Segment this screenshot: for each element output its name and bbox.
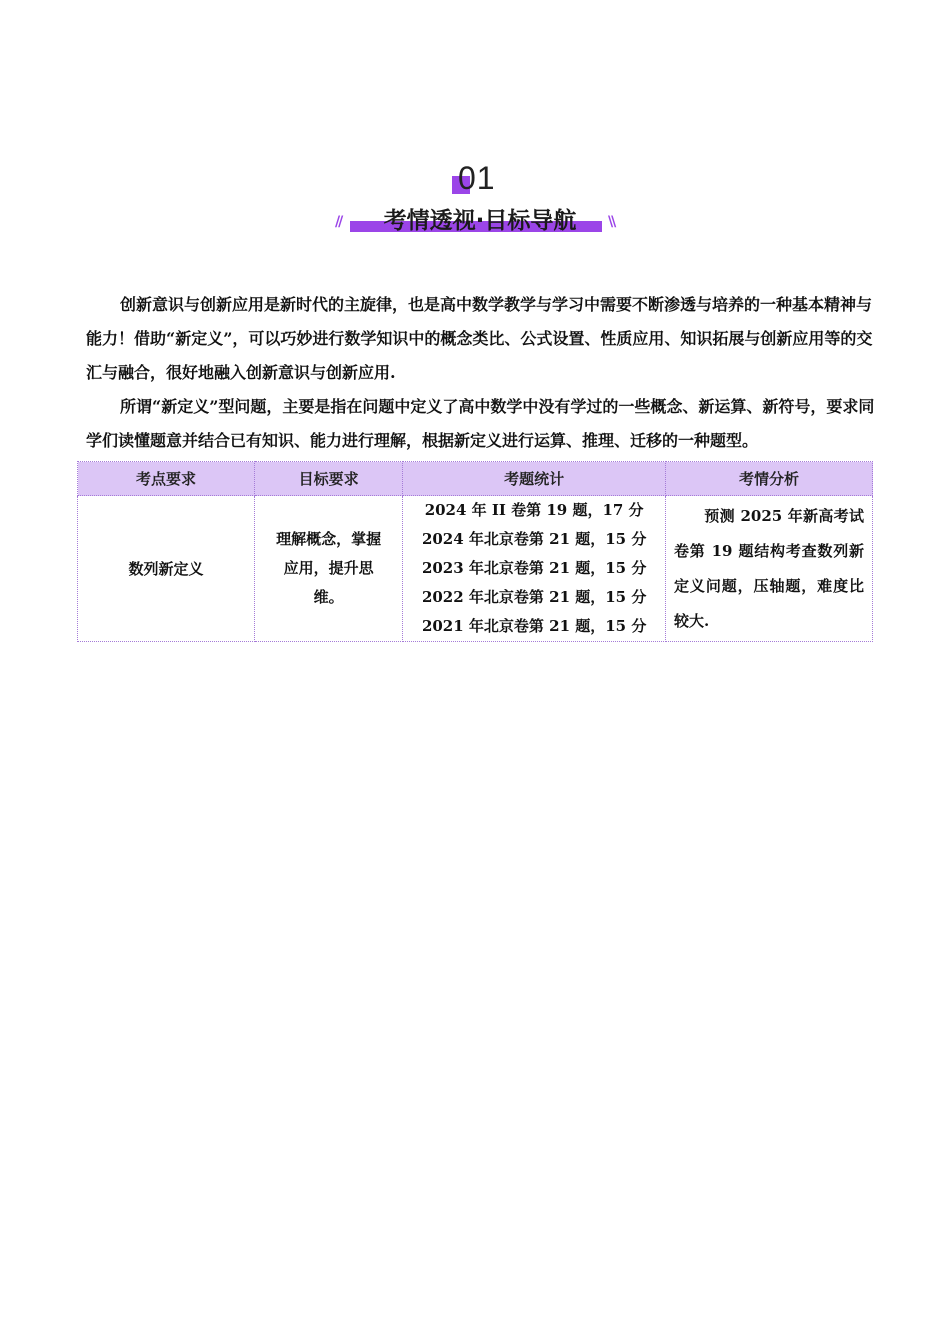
- analysis-text: 预测 2025 年新高考试卷第 19 题结构考查数列新定义问题，压轴题，难度比较大.: [674, 506, 864, 630]
- intro-paragraph-2: [86, 390, 876, 458]
- table-row: [78, 496, 873, 642]
- cell-analysis: [666, 496, 873, 642]
- header-analysis: 考情分析: [666, 462, 873, 496]
- table-header-row: [78, 462, 873, 496]
- section-number: 01: [458, 160, 496, 196]
- paragraph-text: 所谓“新定义”型问题，主要是指在问题中定义了高中数学中没有学过的一些概念、新运算、新符号，要求同学们读懂题意并结合已有知识、能力进行理解，根据新定义进行运算、推理、迁移的一种题型。: [86, 397, 875, 450]
- paragraph-text: 创新意识与创新应用是新时代的主旋律，也是高中数学教学与学习中需要不断渗透与培养的一种基本精神与能力！借助“新定义”，可以巧妙进行数学知识中的概念类比、公式设置、性质应用、知识拓展与创新应用等的交汇与融合，很好地融入创新意识与创新应用.: [86, 295, 873, 382]
- slash-decoration-right: \\: [608, 214, 615, 230]
- stat-line: 2023 年北京卷第 21 题，15 分: [421, 559, 647, 577]
- exam-analysis-table: [77, 461, 873, 642]
- section-header: [0, 158, 950, 248]
- cell-topic: 数列新定义: [78, 496, 255, 642]
- intro-paragraph-1: [86, 288, 876, 390]
- header-topic: 考点要求: [78, 462, 255, 496]
- header-stats: 考题统计: [403, 462, 666, 496]
- stat-line: 2022 年北京卷第 21 题，15 分: [421, 588, 647, 606]
- cell-goal: 理解概念，掌握应用，提升思维。: [254, 496, 402, 642]
- stat-line: 2024 年北京卷第 21 题，15 分: [421, 530, 647, 548]
- section-title: 考情透视·目标导航: [383, 208, 577, 234]
- stat-line: 2024 年 II 卷第 19 题，17 分: [424, 501, 644, 519]
- header-goal: 目标要求: [254, 462, 402, 496]
- stat-line: 2021 年北京卷第 21 题，15 分: [421, 617, 647, 635]
- cell-stats: [403, 496, 666, 642]
- slash-decoration-left: //: [335, 214, 342, 230]
